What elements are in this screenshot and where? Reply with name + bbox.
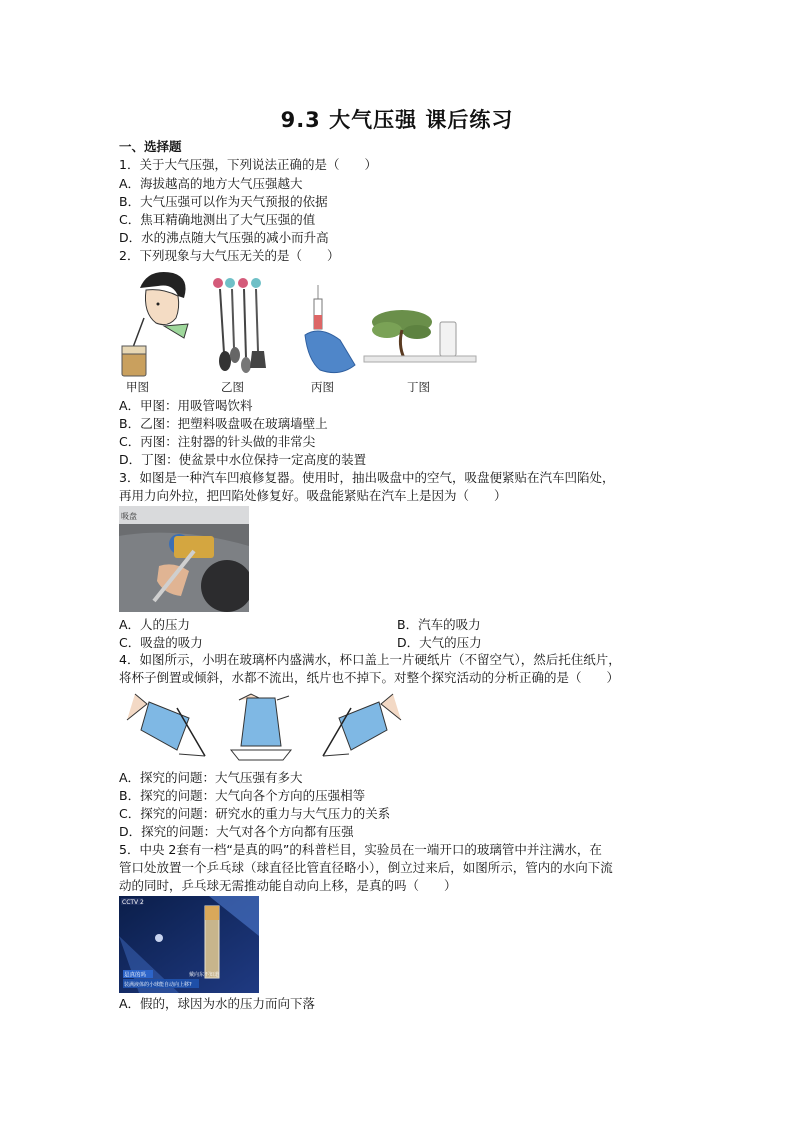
page-title: 9.3 大气压强 课后练习 bbox=[280, 108, 514, 132]
q3-option-b: B．汽车的吸力 bbox=[397, 617, 481, 632]
caption-yi: 乙图 bbox=[221, 380, 244, 394]
q2-option-b: B．乙图：把塑料吸盘吸在玻璃墙壁上 bbox=[119, 416, 328, 431]
tv-channel-logo: CCTV 2 bbox=[122, 899, 144, 906]
q2-option-a: A．甲图：用吸管喝饮料 bbox=[119, 398, 253, 413]
q5-stem-line3: 动的同时，乒乓球无需推动能自动向上移，是真的吗（ ） bbox=[119, 878, 457, 893]
q4-stem-line1: 4．如图所示，小明在玻璃杯内盛满水，杯口盖上一片硬纸片（不留空气），然后托住纸片， bbox=[119, 652, 621, 667]
q5-option-a: A．假的，球因为水的压力而向下落 bbox=[119, 996, 316, 1011]
figure-dent-repair-photo bbox=[119, 506, 249, 612]
q3-option-c: C．吸盘的吸力 bbox=[119, 635, 203, 650]
caption-bing: 丙图 bbox=[311, 380, 334, 394]
q3-option-d: D．大气的压力 bbox=[397, 635, 482, 650]
q3-stem-line2: 再用力向外拉，把凹陷处修复好。吸盘能紧贴在汽车上是因为（ ） bbox=[119, 488, 507, 503]
q4-option-a: A．探究的问题：大气压强有多大 bbox=[119, 770, 303, 785]
q4-option-c: C．探究的问题：研究水的重力与大气压力的关系 bbox=[119, 806, 391, 821]
q1-option-c: C．焦耳精确地测出了大气压强的值 bbox=[119, 212, 316, 227]
q2-option-c: C．丙图：注射器的针头做的非常尖 bbox=[119, 434, 316, 449]
q5-stem-line2: 管口处放置一个乒乓球（球直径比管直径略小），倒立过来后，如图所示，管内的水向下流 bbox=[119, 860, 613, 875]
tv-caption-title: 是真的吗 bbox=[124, 972, 147, 979]
caption-ding: 丁图 bbox=[407, 380, 430, 394]
q2-option-d: D．丁图：使盆景中水位保持一定高度的装置 bbox=[119, 452, 367, 467]
q4-stem-line2: 将杯子倒置或倾斜，水都不流出，纸片也不掉下。对整个探究活动的分析正确的是（ ） bbox=[119, 670, 620, 685]
q1-option-d: D．水的沸点随大气压强的减小而升高 bbox=[119, 230, 329, 245]
figure-inverted-cups bbox=[119, 690, 409, 766]
figure-syringe bbox=[300, 285, 360, 377]
q3-stem-line1: 3．如图是一种汽车凹痕修复器。使用时，抽出吸盘中的空气，吸盘便紧贴在汽车凹陷处， bbox=[119, 470, 615, 485]
tv-caption-host: 戴向东不知道 bbox=[189, 972, 220, 978]
photo-label-xipan: 吸盘 bbox=[121, 512, 137, 521]
q1-option-b: B．大气压强可以作为天气预报的依据 bbox=[119, 194, 328, 209]
q4-option-d: D．探究的问题：大气对各个方向都有压强 bbox=[119, 824, 354, 839]
figure-tv-screenshot bbox=[119, 896, 259, 993]
q2-stem: 2．下列现象与大气压无关的是（ ） bbox=[119, 248, 340, 263]
q1-option-a: A．海拔越高的地方大气压强越大 bbox=[119, 176, 303, 191]
q4-option-b: B．探究的问题：大气向各个方向的压强相等 bbox=[119, 788, 366, 803]
q3-option-a: A．人的压力 bbox=[119, 617, 191, 632]
caption-jia: 甲图 bbox=[126, 380, 149, 394]
section-heading: 一、选择题 bbox=[119, 139, 182, 154]
q5-stem-line1: 5．中央 2套有一档“是真的吗”的科普栏目，实验员在一端开口的玻璃管中并注满水，在 bbox=[119, 842, 602, 857]
q1-stem: 1．关于大气压强，下列说法正确的是（ ） bbox=[119, 157, 377, 172]
figure-bonsai bbox=[362, 300, 480, 370]
figure-boy-drinking bbox=[118, 268, 198, 378]
tv-caption-question: 装满液体的小球能自动向上移? bbox=[124, 982, 192, 988]
figure-suction-hooks bbox=[210, 273, 270, 378]
